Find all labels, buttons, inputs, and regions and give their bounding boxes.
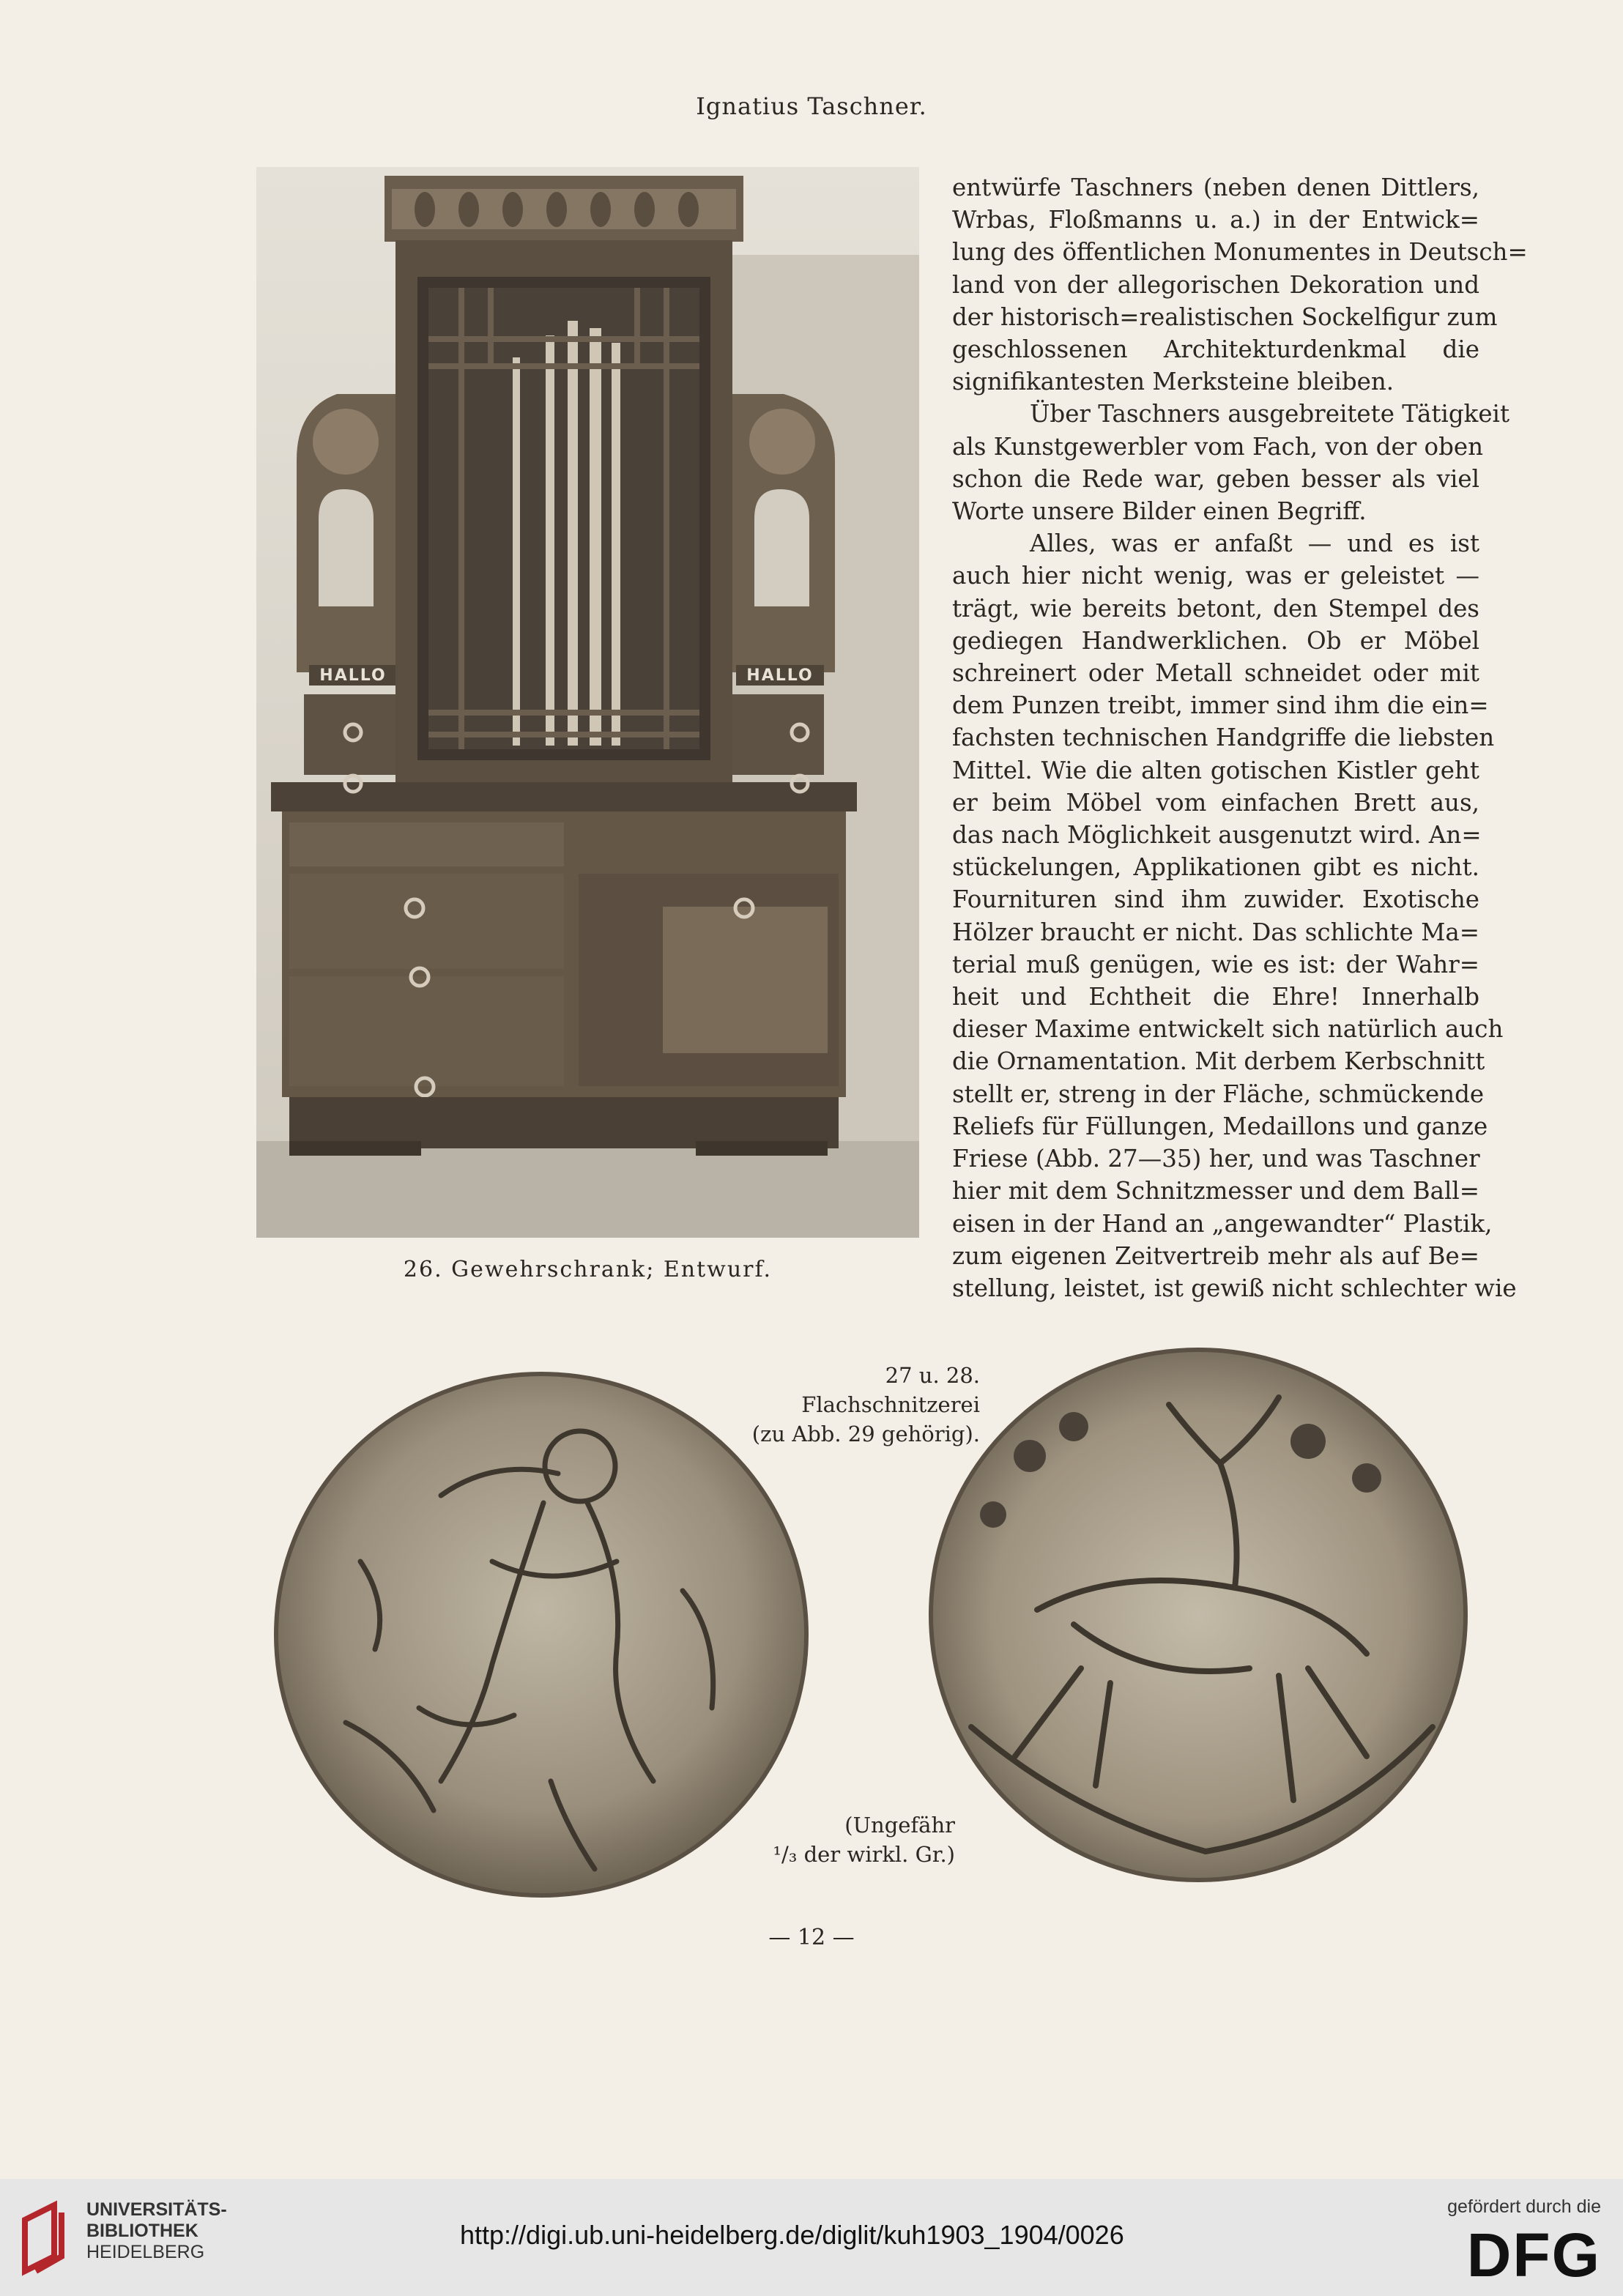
- text-line: stellt er, streng in der Fläche, schmückende: [952, 1080, 1485, 1108]
- text-line: die Ornamentation. Mit derbem Kerbschnitt: [952, 1047, 1485, 1076]
- running-head: Ignatius Taschner.: [696, 92, 927, 120]
- text-line: fachsten technischen Handgriffe die liebsten: [952, 724, 1495, 752]
- text-line: hier mit dem Schnitzmesser und dem Ball=: [952, 1177, 1479, 1205]
- text-line: Reliefs für Füllungen, Medaillons und ganze: [952, 1112, 1488, 1140]
- text-line: dem Punzen treibt, immer sind ihm die ein=: [952, 691, 1489, 720]
- text-line: zum eigenen Zeitvertreib mehr als auf Be=: [952, 1241, 1479, 1270]
- gun-cabinet-illustration: [256, 167, 919, 1238]
- library-name: [86, 2199, 227, 2263]
- text-line: dieser Maxime entwickelt sich natürlich auch: [952, 1015, 1504, 1044]
- figure-27-28-caption-line1: 27 u. 28. Flachschnitzerei: [801, 1363, 980, 1417]
- library-name-line2: BIBLIOTHEK: [86, 2221, 198, 2241]
- library-name-line3: HEIDELBERG: [86, 2242, 205, 2262]
- cabinet-label-left: HALLO: [319, 666, 387, 685]
- text-line: signifikantesten Merksteine bleiben.: [952, 368, 1394, 396]
- scale-note-line2: ¹/₃ der wirkl. Gr.): [773, 1842, 955, 1867]
- text-line: das nach Möglichkeit ausgenutzt wird. An=: [952, 821, 1482, 850]
- text-line: eisen in der Hand an „angewandter“ Plastik,: [952, 1209, 1493, 1238]
- text-line: lung des öffentlichen Monumentes in Deutsch=: [952, 238, 1528, 267]
- text-line: geschlossenen Architekturdenkmal die: [952, 335, 1479, 364]
- digitization-footer: [0, 2179, 1623, 2296]
- text-line: Wrbas, Floßmanns u. a.) in der Entwick=: [952, 206, 1479, 234]
- carving-disc-deer: [927, 1346, 1469, 1884]
- text-line: stückelungen, Applikationen gibt es nicht.: [952, 853, 1479, 882]
- figure-26-caption: 26. Gewehrschrank; Entwurf.: [403, 1257, 773, 1282]
- text-line: trägt, wie bereits betont, den Stempel des: [952, 594, 1479, 623]
- carving-disc-hunter: [272, 1371, 810, 1898]
- dfg-logo: DFG: [1466, 2221, 1601, 2289]
- text-line: gediegen Handwerklichen. Ob er Möbel: [952, 626, 1479, 655]
- text-line: Friese (Abb. 27—35) her, und was Taschner: [952, 1145, 1480, 1173]
- text-line: heit und Echtheit die Ehre! Innerhalb: [952, 983, 1479, 1011]
- paragraph-2: [952, 398, 1510, 527]
- text-line: Mittel. Wie die alten gotischen Kistler geht: [952, 756, 1479, 784]
- text-line: schreinert oder Metall schneidet oder mit: [952, 659, 1479, 688]
- text-line: auch hier nicht wenig, was er geleistet —: [952, 562, 1479, 590]
- library-name-line1: UNIVERSITÄTS-: [86, 2199, 227, 2220]
- text-line: entwürfe Taschners (neben denen Dittlers,: [952, 174, 1479, 201]
- cabinet-label-right: HALLO: [746, 666, 814, 685]
- text-line: Über Taschners ausgebreitete Tätigkeit: [1030, 400, 1510, 428]
- text-line: schon die Rede war, geben besser als viel: [952, 464, 1479, 493]
- source-url-link[interactable]: http://digi.ub.uni-heidelberg.de/diglit/kuh1903_1904/0026: [460, 2220, 1124, 2250]
- body-text-column: [952, 171, 1528, 1304]
- figure-27-28-caption: [702, 1361, 980, 1449]
- text-line: der historisch=realistischen Sockelfigur zum: [952, 302, 1498, 331]
- library-logo-icon: [18, 2198, 69, 2278]
- text-line: land von der allegorischen Dekoration und: [952, 270, 1479, 299]
- text-line: terial muß genügen, wie es ist: der Wahr=: [952, 950, 1479, 978]
- funding-text: gefördert durch die: [1447, 2196, 1601, 2217]
- text-line: Alles, was er anfaßt — und es ist: [1030, 530, 1479, 558]
- gun-cabinet-photo: [256, 167, 919, 1238]
- paragraph-3: [952, 527, 1517, 1304]
- text-line: als Kunstgewerbler vom Fach, von der oben: [952, 432, 1484, 461]
- paragraph-1: [952, 171, 1528, 398]
- text-line: stellung, leistet, ist gewiß nicht schlechter wie: [952, 1274, 1517, 1302]
- text-line: er beim Möbel vom einfachen Brett aus,: [952, 788, 1479, 817]
- scale-note: [762, 1810, 955, 1869]
- text-line: Fournituren sind ihm zuwider. Exotische: [952, 885, 1479, 914]
- text-line: Hölzer braucht er nicht. Das schlichte Ma=: [952, 918, 1479, 946]
- page-number: — 12 —: [768, 1925, 855, 1950]
- text-line: Worte unsere Bilder einen Begriff.: [952, 497, 1367, 526]
- figure-27-28-caption-line2: (zu Abb. 29 gehörig).: [751, 1422, 980, 1446]
- scale-note-line1: (Ungefähr: [844, 1813, 955, 1838]
